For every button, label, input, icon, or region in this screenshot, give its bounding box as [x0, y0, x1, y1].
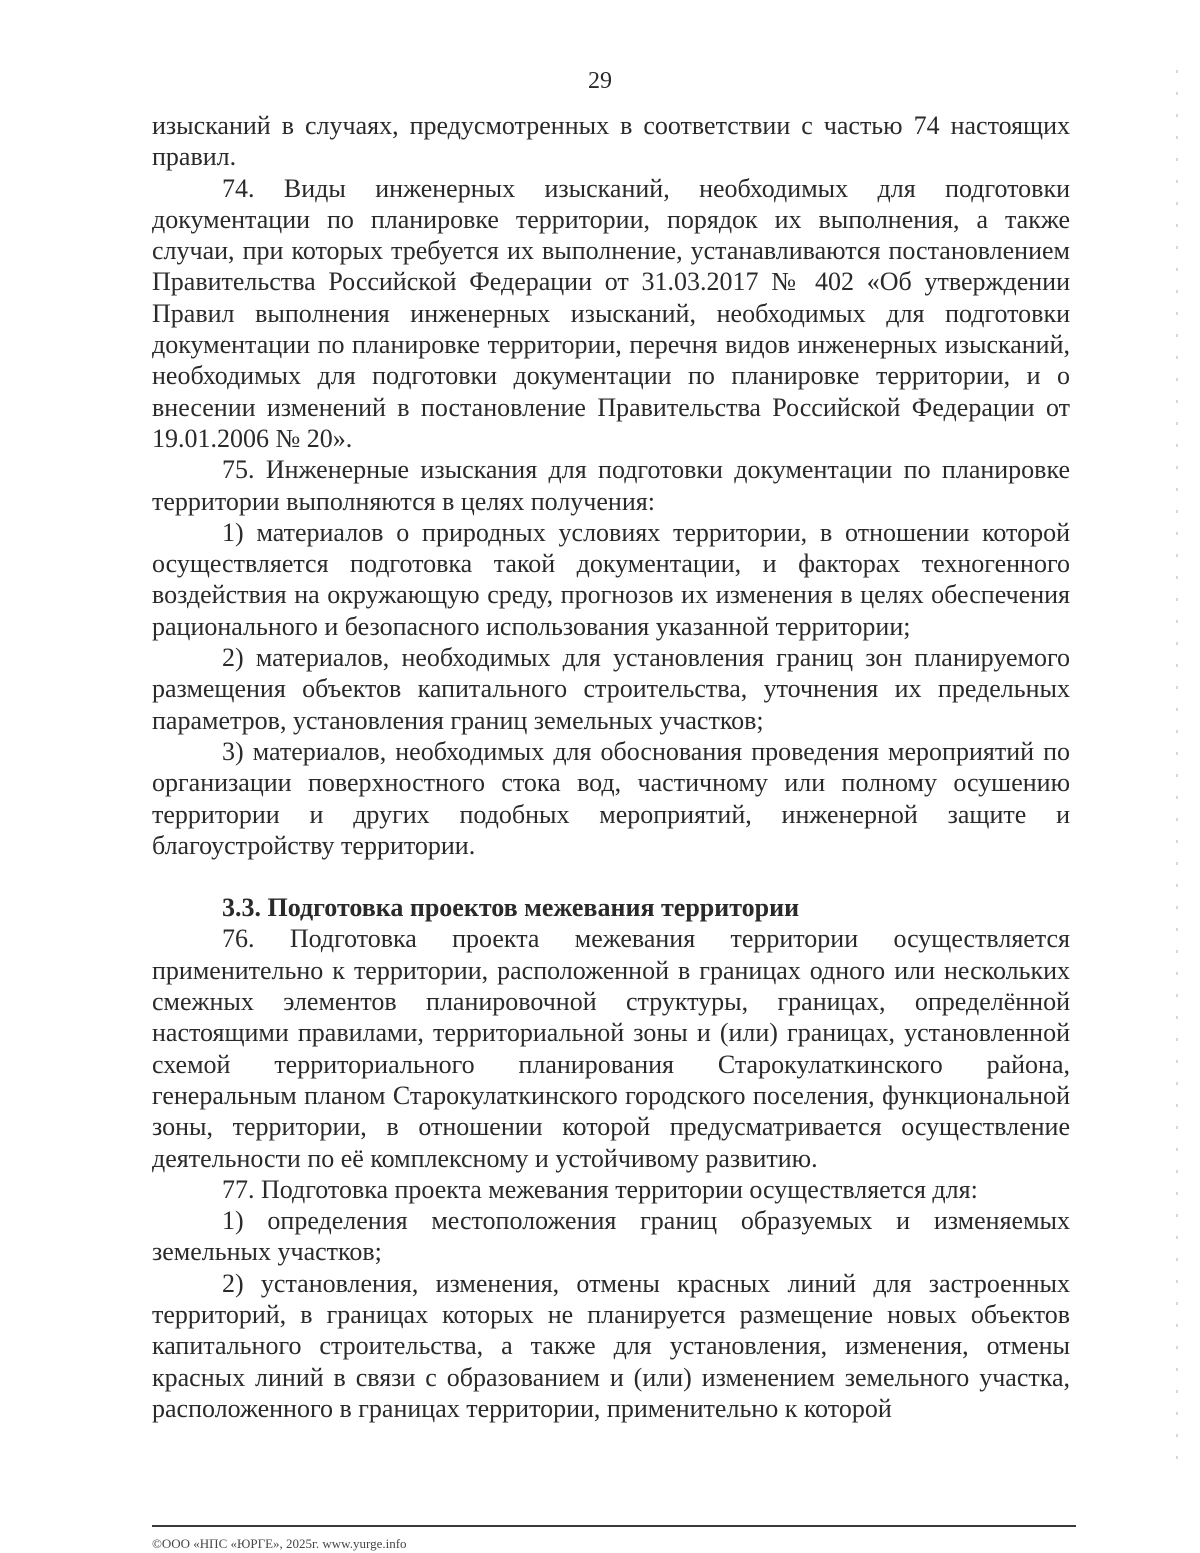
paragraph-75: 75. Инженерные изыскания для подготовки документации по планировке территории выполняются в целях получения:: [152, 455, 1070, 516]
paragraph-77-item-1: 1) определения местоположения границ образуемых и изменяемых земельных участков;: [152, 1206, 1070, 1267]
paragraph-76: 76. Подготовка проекта межевания территории осуществляется применительно к территории, расположенной в границах одного или нескольких смежных элементов планировочной структуры, границах, определённой настоящими правилами, территориальной зоны и (или) границах, установленной схемой территориального планирования Старокулаткинского района, генеральным планом Старокулаткинского городского поселения, функциональной зоны, территории, в отношении которой предусматривается осуществление деятельности по её комплексному и устойчивому развитию.: [152, 924, 1070, 1173]
section-heading: 3.3. Подготовка проектов межевания территории: [222, 893, 800, 923]
paragraph-75-item-3: 3) материалов, необходимых для обоснования проведения мероприятий по организации поверхностного стока вод, частичному или полному осушению территории и других подобных мероприятий, инженерной защите и благоустройству территории.: [152, 736, 1070, 860]
paragraph-75-item-2: 2) материалов, необходимых для установления границ зон планируемого размещения объектов капитального строительства, уточнения их предельных параметров, установления границ земельных участков;: [152, 643, 1070, 735]
paragraph-74: 74. Виды инженерных изысканий, необходимых для подготовки документации по планировке территории, порядок их выполнения, а также случаи, при которых требуется их выполнение, устанавливаются постановлением Правительства Российской Федерации от 31.03.2017 № 402 «Об утверждении Правил выполнения инженерных изысканий, необходимых для подготовки документации по планировке территории, перечня видов инженерных изысканий, необходимых для подготовки документации по планировке территории, и о внесении изменений в постановление Правительства Российской Федерации от 19.01.2006 № 20».: [152, 173, 1070, 453]
page-number: 29: [588, 68, 612, 94]
document-body: [152, 110, 1070, 1424]
paragraph-77: 77. Подготовка проекта межевания территории осуществляется для:: [222, 1174, 978, 1204]
scan-margin-marks: [1176, 70, 1178, 1470]
footer-copyright: ©ООО «НПС «ЮРГЕ», 2025г. www.yurge.info: [152, 1536, 407, 1551]
footer-divider: [152, 1525, 1076, 1527]
paragraph-75-item-1: 1) материалов о природных условиях территории, в отношении которой осуществляется подготовка такой документации, и факторах техногенного воздействия на окружающую среду, прогнозов их изменения в целях обеспечения рационального и безопасного использования указанной территории;: [152, 517, 1070, 641]
section-spacer: [152, 861, 1070, 892]
paragraph-continuation: изысканий в случаях, предусмотренных в соответствии с частью 74 настоящих правил.: [152, 111, 1070, 172]
paragraph-77-item-2: 2) установления, изменения, отмены красных линий для застроенных территорий, в границах которых не планируется размещение новых объектов капитального строительства, а также для установления, изменения, отмены красных линий в связи с образованием и (или) изменением земельного участка, расположенного в границах территории, применительно к которой: [152, 1268, 1070, 1423]
